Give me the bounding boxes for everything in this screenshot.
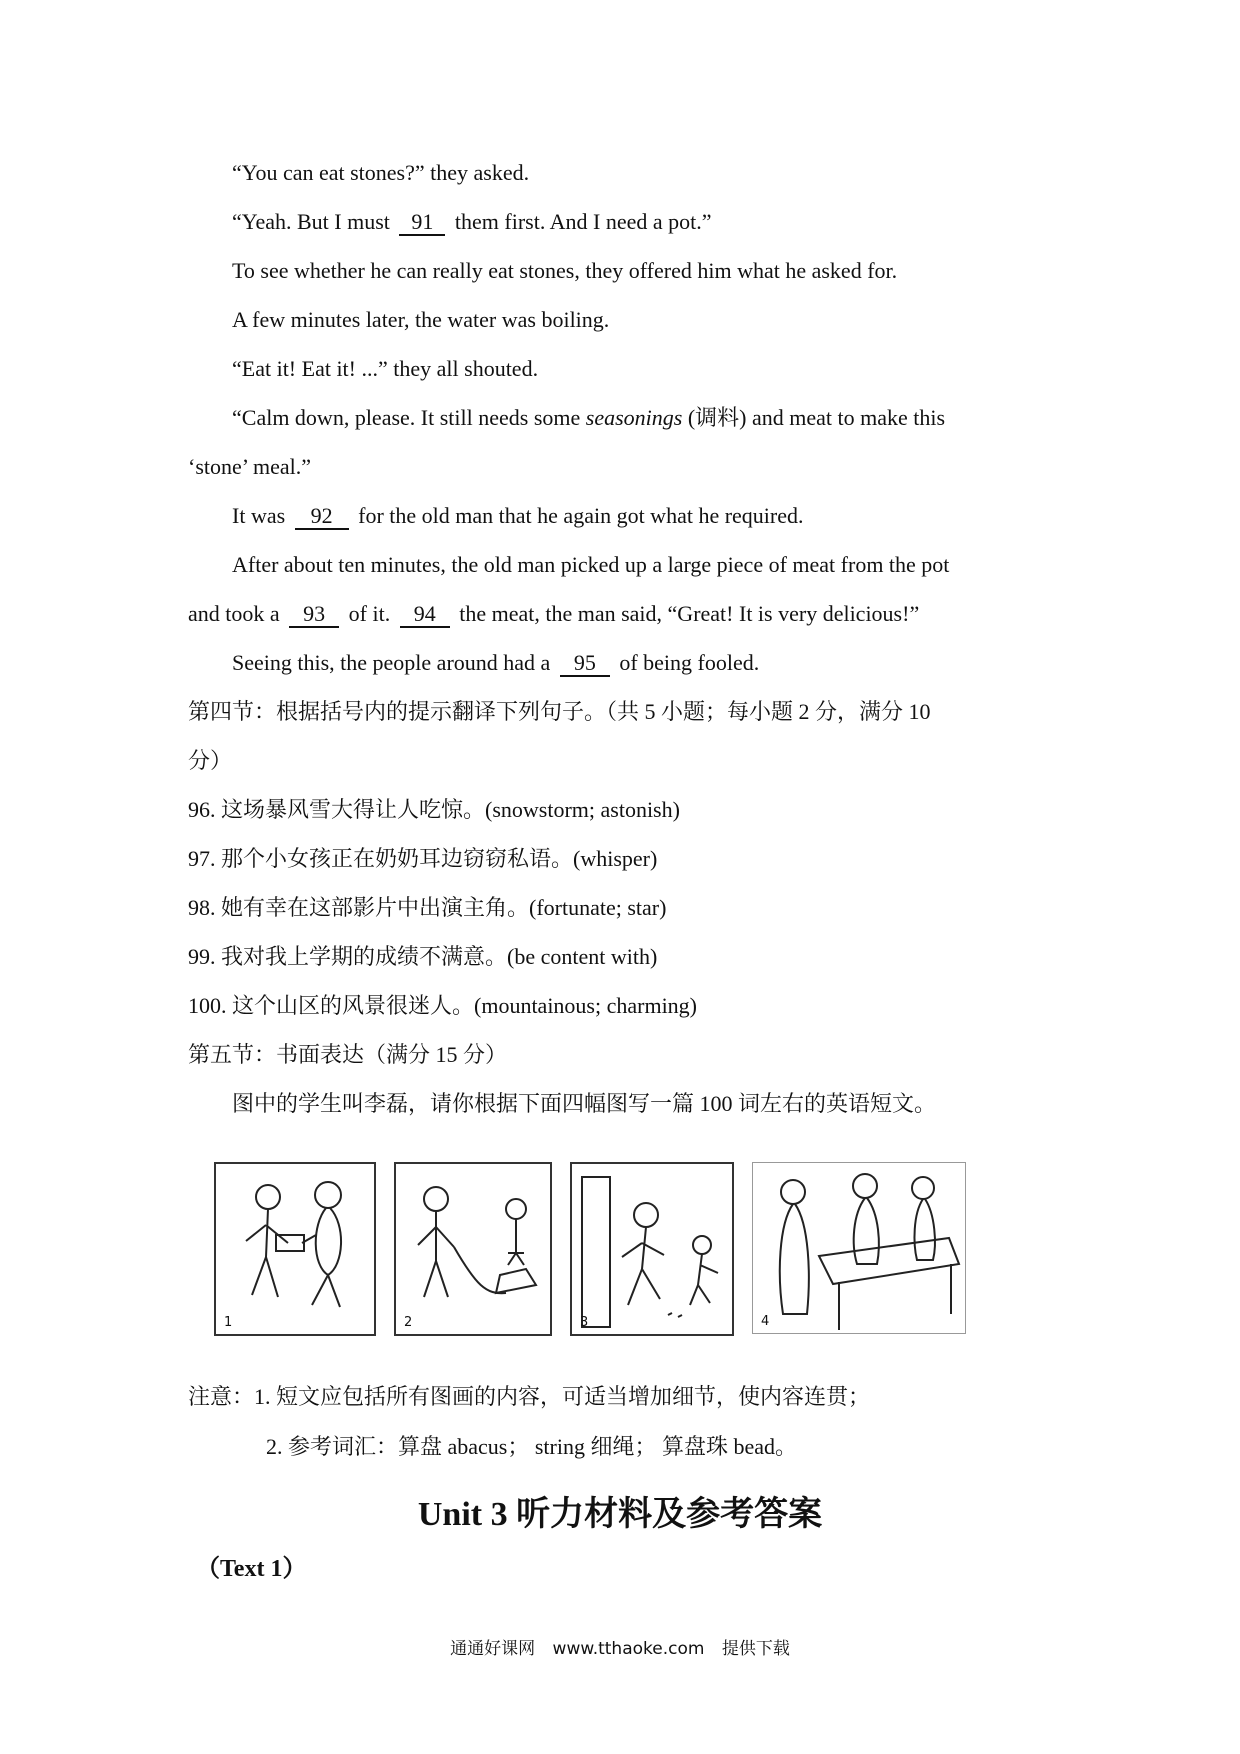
story-line: ‘stone’ meal.” xyxy=(188,454,311,479)
boy-dragging-abacus-illustration xyxy=(396,1164,550,1334)
story-line: A few minutes later, the water was boiling. xyxy=(232,307,610,332)
story-text: Seeing this, the people around had a xyxy=(232,650,551,675)
story-italic-word: seasonings xyxy=(585,405,683,430)
story-text: It was xyxy=(232,503,286,528)
story-line: “You can eat stones?” they asked. xyxy=(232,160,530,185)
story-line xyxy=(232,648,759,678)
boy-and-man-illustration xyxy=(216,1164,374,1334)
story-line xyxy=(232,207,712,237)
translation-item-98: 98. 她有幸在这部影片中出演主角。(fortunate; star) xyxy=(188,895,667,920)
story-text: “Yeah. But I must xyxy=(232,209,390,234)
translation-item-99: 99. 我对我上学期的成绩不满意。(be content with) xyxy=(188,944,658,969)
footer xyxy=(0,1634,1240,1659)
footer-url[interactable]: www.tthaoke.com xyxy=(552,1639,705,1659)
story-line xyxy=(232,403,945,433)
story-line xyxy=(232,501,804,531)
picture-number: 4 xyxy=(761,1314,770,1329)
story-line: To see whether he can really eat stones, they offered him what he asked for. xyxy=(232,258,898,283)
translation-item-100: 100. 这个山区的风景很迷人。(mountainous; charming) xyxy=(188,993,698,1018)
classroom-desk-illustration xyxy=(753,1163,965,1333)
blank-95: 95 xyxy=(560,651,610,677)
story-line xyxy=(188,599,919,629)
picture-strip xyxy=(214,1162,966,1334)
blank-93: 93 xyxy=(289,602,339,628)
answers-title: Unit 3 听力材料及参考答案 xyxy=(417,1496,823,1533)
story-text: and took a xyxy=(188,601,280,626)
note-2: 2. 参考词汇：算盘 abacus； string 细绳； 算盘珠 bead。 xyxy=(266,1434,797,1459)
picture-number: 3 xyxy=(580,1315,589,1330)
section5-heading: 第五节：书面表达（满分 15 分） xyxy=(188,1042,508,1067)
story-text: the meat, the man said, “Great! It is very delicious!” xyxy=(459,601,920,626)
note-1: 注意：1. 短文应包括所有图画的内容，可适当增加细节，使内容连贯； xyxy=(188,1384,871,1409)
picture-1 xyxy=(214,1162,376,1336)
section4-heading-cont: 分） xyxy=(188,748,233,773)
story-text: of being fooled. xyxy=(619,650,760,675)
blank-94: 94 xyxy=(400,602,450,628)
picture-2 xyxy=(394,1162,552,1336)
footer-site-name: 通通好课网 xyxy=(450,1639,536,1659)
story-text: “Calm down, please. It still needs some xyxy=(232,405,581,430)
section5-prompt: 图中的学生叫李磊，请你根据下面四幅图写一篇 100 词左右的英语短文。 xyxy=(232,1091,937,1116)
translation-item-97: 97. 那个小女孩正在奶奶耳边窃窃私语。(whisper) xyxy=(188,846,658,871)
translation-item-96: 96. 这场暴风雪大得让人吃惊。(snowstorm; astonish) xyxy=(188,797,680,822)
story-text: (调料) and meat to make this xyxy=(687,405,946,430)
text-1-label: （Text 1） xyxy=(196,1556,307,1582)
story-text: for the old man that he again got what he required. xyxy=(358,503,804,528)
story-text: of it. xyxy=(348,601,391,626)
story-line: “Eat it! Eat it! ...” they all shouted. xyxy=(232,356,539,381)
picture-4 xyxy=(752,1162,966,1334)
story-line: After about ten minutes, the old man picked up a large piece of meat from the pot xyxy=(232,552,950,577)
footer-action: 提供下载 xyxy=(721,1639,790,1659)
story-text: them first. And I need a pot.” xyxy=(454,209,712,234)
section4-heading: 第四节：根据括号内的提示翻译下列句子。（共 5 小题；每小题 2 分，满分 10 xyxy=(188,699,931,724)
blank-91: 91 xyxy=(399,210,445,236)
boy-running-illustration xyxy=(572,1164,732,1334)
picture-3 xyxy=(570,1162,734,1336)
picture-number: 2 xyxy=(404,1315,413,1330)
blank-92: 92 xyxy=(295,504,349,530)
picture-number: 1 xyxy=(224,1315,233,1330)
